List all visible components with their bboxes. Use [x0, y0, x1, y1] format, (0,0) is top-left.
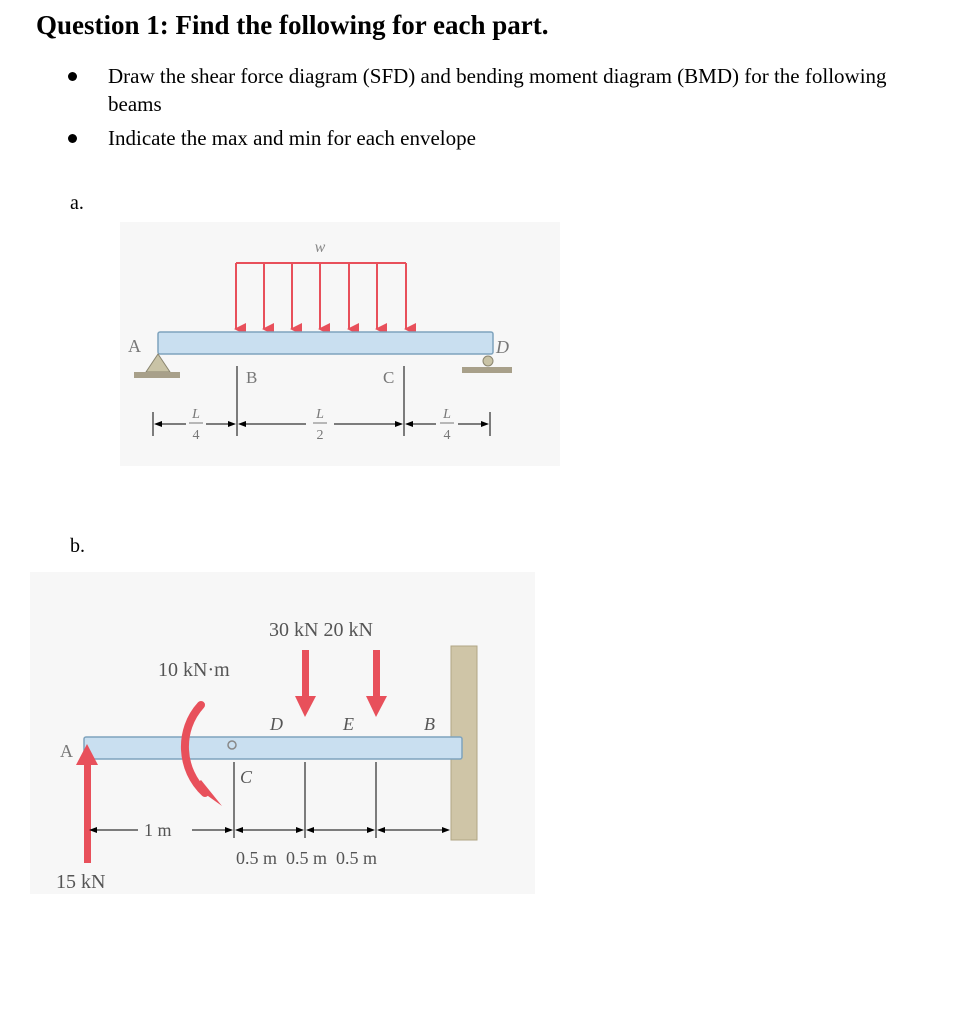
question-title: Question 1: Find the following for each part. [36, 10, 549, 40]
point-a-label: A [60, 741, 73, 761]
beam-a [158, 332, 493, 354]
point-a-label: A [128, 336, 141, 356]
load-w-label: w [314, 239, 326, 256]
point-c-label: C [383, 368, 395, 387]
point-c-label: C [240, 767, 253, 787]
instruction-item [60, 62, 940, 118]
instruction-text: Draw the shear force diagram (SFD) and bending moment diagram (BMD) for the following beams [108, 64, 887, 116]
reaction-label: 15 kN [56, 871, 106, 893]
dim-2-numerator: L [316, 407, 324, 422]
figure-a-beam [0, 222, 962, 472]
dim-1-numerator: L [192, 407, 200, 422]
part-b-label: b. [70, 535, 85, 557]
dim-1m-label: 1 m [144, 820, 172, 840]
point-forces-label: 30 kN 20 kN [269, 619, 373, 641]
figure-b-beam [0, 572, 962, 902]
point-b-label: B [424, 714, 435, 734]
moment-label: 10 kN·m [158, 659, 230, 681]
bullet-icon [68, 72, 77, 81]
dim-3-denominator: 4 [443, 428, 451, 443]
beam-b [84, 737, 462, 759]
point-e-label: E [343, 714, 354, 734]
point-d-label: D [270, 714, 283, 734]
dim-1-denominator: 4 [192, 428, 200, 443]
instruction-list [60, 62, 940, 158]
dim-half-m-labels: 0.5 m 0.5 m 0.5 m [236, 848, 378, 868]
instruction-item [60, 124, 940, 152]
dim-3-numerator: L [443, 407, 451, 422]
part-a-label: a. [70, 192, 84, 214]
bullet-icon [68, 134, 77, 143]
point-d-label: D [496, 337, 509, 357]
instruction-text: Indicate the max and min for each envelope [108, 126, 476, 150]
dim-2-denominator: 2 [316, 428, 324, 443]
point-b-label: B [246, 368, 258, 387]
